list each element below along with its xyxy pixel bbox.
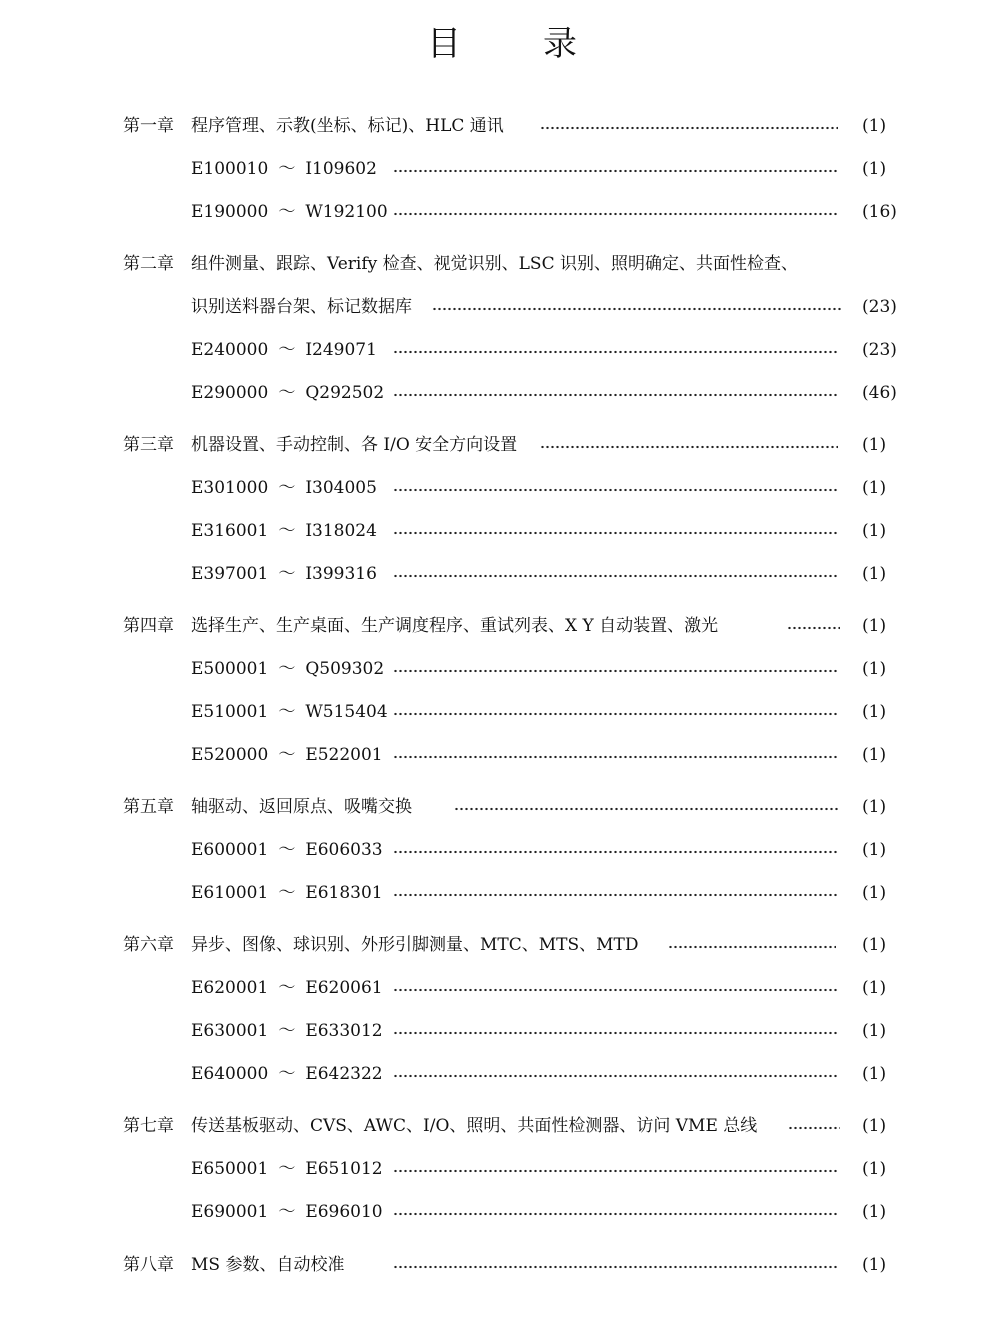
dot-leader — [393, 212, 838, 216]
error-code-range: E301000 ～ I304005 — [191, 478, 377, 498]
toc-range-row[interactable] — [0, 837, 1006, 863]
dot-leader — [393, 755, 838, 759]
error-code-range: E650001 ～ E651012 — [191, 1159, 383, 1179]
chapter-title: MS 参数、自动校准 — [191, 1255, 345, 1275]
toc-range-row[interactable] — [0, 199, 1006, 225]
chapter-title: 轴驱动、返回原点、吸嘴交换 — [191, 797, 412, 817]
page-number: (1) — [862, 521, 887, 541]
page-number: (1) — [862, 1255, 887, 1275]
dot-leader — [393, 988, 838, 992]
page-number: (1) — [862, 435, 887, 455]
dot-leader — [454, 807, 840, 811]
toc-range-row[interactable] — [0, 699, 1006, 725]
toc-range-row[interactable] — [0, 561, 1006, 587]
error-code-range: E520000 ～ E522001 — [191, 745, 383, 765]
dot-leader — [393, 350, 838, 354]
error-code-range: E690001 ～ E696010 — [191, 1202, 383, 1222]
dot-leader — [668, 945, 836, 949]
dot-leader — [393, 1212, 838, 1216]
toc-range-row[interactable] — [0, 475, 1006, 501]
page-number: (1) — [862, 478, 887, 498]
dot-leader — [393, 850, 838, 854]
title-char-2: 录 — [543, 24, 579, 64]
chapter-title-continued: 识别送料器台架、标记数据库 — [191, 297, 412, 317]
dot-leader — [393, 531, 838, 535]
dot-leader — [393, 488, 838, 492]
error-code-range: E630001 ～ E633012 — [191, 1021, 383, 1041]
chapter-title: 组件测量、跟踪、Verify 检查、视觉识别、LSC 识别、照明确定、共面性检查、 — [191, 254, 798, 274]
toc-chapter-2-cont[interactable] — [0, 294, 1006, 320]
page-number: (16) — [862, 202, 897, 222]
page-number: (1) — [862, 745, 887, 765]
page-number: (1) — [862, 159, 887, 179]
chapter-title: 异步、图像、球识别、外形引脚测量、MTC、MTS、MTD — [191, 935, 639, 955]
dot-leader — [393, 393, 838, 397]
error-code-range: E640000 ～ E642322 — [191, 1064, 383, 1084]
error-code-range: E500001 ～ Q509302 — [191, 659, 385, 679]
error-code-range: E620001 ～ E620061 — [191, 978, 383, 998]
dot-leader — [540, 445, 838, 449]
toc-chapter-1[interactable] — [0, 113, 1006, 139]
dot-leader — [393, 669, 838, 673]
chapter-label: 第一章 — [123, 116, 174, 136]
error-code-range: E397001 ～ I399316 — [191, 564, 377, 584]
toc-range-row[interactable] — [0, 1199, 1006, 1225]
dot-leader — [393, 1031, 838, 1035]
toc-range-row[interactable] — [0, 742, 1006, 768]
page-number: (1) — [862, 883, 887, 903]
toc-chapter-7[interactable] — [0, 1113, 1006, 1139]
page-number: (1) — [862, 1021, 887, 1041]
toc-chapter-6[interactable] — [0, 932, 1006, 958]
toc-range-row[interactable] — [0, 1156, 1006, 1182]
chapter-label: 第八章 — [123, 1255, 174, 1275]
page-number: (1) — [862, 1159, 887, 1179]
error-code-range: E190000 ～ W192100 — [191, 202, 388, 222]
page-number: (23) — [862, 340, 897, 360]
page-number: (1) — [862, 1202, 887, 1222]
toc-range-row[interactable] — [0, 337, 1006, 363]
toc-range-row[interactable] — [0, 518, 1006, 544]
page-number: (1) — [862, 797, 887, 817]
page-number: (1) — [862, 616, 887, 636]
page-number: (23) — [862, 297, 897, 317]
chapter-label: 第六章 — [123, 935, 174, 955]
page-title — [0, 16, 1006, 65]
dot-leader — [393, 1169, 838, 1173]
error-code-range: E100010 ～ I109602 — [191, 159, 377, 179]
error-code-range: E316001 ～ I318024 — [191, 521, 377, 541]
toc-chapter-5[interactable] — [0, 794, 1006, 820]
toc-range-row[interactable] — [0, 156, 1006, 182]
page-number: (1) — [862, 1116, 887, 1136]
error-code-range: E600001 ～ E606033 — [191, 840, 383, 860]
chapter-label: 第四章 — [123, 616, 174, 636]
error-code-range: E240000 ～ I249071 — [191, 340, 377, 360]
dot-leader — [788, 1126, 840, 1130]
toc-chapter-3[interactable] — [0, 432, 1006, 458]
dot-leader — [540, 126, 838, 130]
page-number: (1) — [862, 659, 887, 679]
toc-range-row[interactable] — [0, 1061, 1006, 1087]
page-number: (1) — [862, 935, 887, 955]
dot-leader — [393, 712, 838, 716]
chapter-title: 传送基板驱动、CVS、AWC、I/O、照明、共面性检测器、访问 VME 总线 — [191, 1116, 758, 1136]
page-number: (1) — [862, 1064, 887, 1084]
chapter-title: 机器设置、手动控制、各 I/O 安全方向设置 — [191, 435, 518, 455]
dot-leader — [393, 893, 838, 897]
dot-leader — [787, 626, 840, 630]
chapter-label: 第五章 — [123, 797, 174, 817]
page-number: (1) — [862, 116, 887, 136]
toc-chapter-2[interactable] — [0, 251, 1006, 277]
chapter-title: 选择生产、生产桌面、生产调度程序、重试列表、X Y 自动装置、激光 — [191, 616, 719, 636]
error-code-range: E290000 ～ Q292502 — [191, 383, 385, 403]
page-number: (1) — [862, 978, 887, 998]
chapter-label: 第三章 — [123, 435, 174, 455]
toc-range-row[interactable] — [0, 975, 1006, 1001]
page-number: (1) — [862, 702, 887, 722]
toc-range-row[interactable] — [0, 656, 1006, 682]
error-code-range: E610001 ～ E618301 — [191, 883, 383, 903]
toc-chapter-8[interactable] — [0, 1252, 1006, 1278]
dot-leader — [432, 307, 842, 311]
page-number: (1) — [862, 840, 887, 860]
toc-range-row[interactable] — [0, 380, 1006, 406]
page-number: (46) — [862, 383, 897, 403]
dot-leader — [393, 1265, 838, 1269]
toc-range-row[interactable] — [0, 1018, 1006, 1044]
dot-leader — [393, 1074, 838, 1078]
dot-leader — [393, 574, 838, 578]
chapter-label: 第二章 — [123, 254, 174, 274]
title-char-1: 目 — [427, 24, 463, 64]
error-code-range: E510001 ～ W515404 — [191, 702, 388, 722]
chapter-title: 程序管理、示教(坐标、标记)、HLC 通讯 — [191, 116, 504, 136]
toc-chapter-4[interactable] — [0, 613, 1006, 639]
chapter-label: 第七章 — [123, 1116, 174, 1136]
dot-leader — [393, 169, 838, 173]
toc-range-row[interactable] — [0, 880, 1006, 906]
page-number: (1) — [862, 564, 887, 584]
